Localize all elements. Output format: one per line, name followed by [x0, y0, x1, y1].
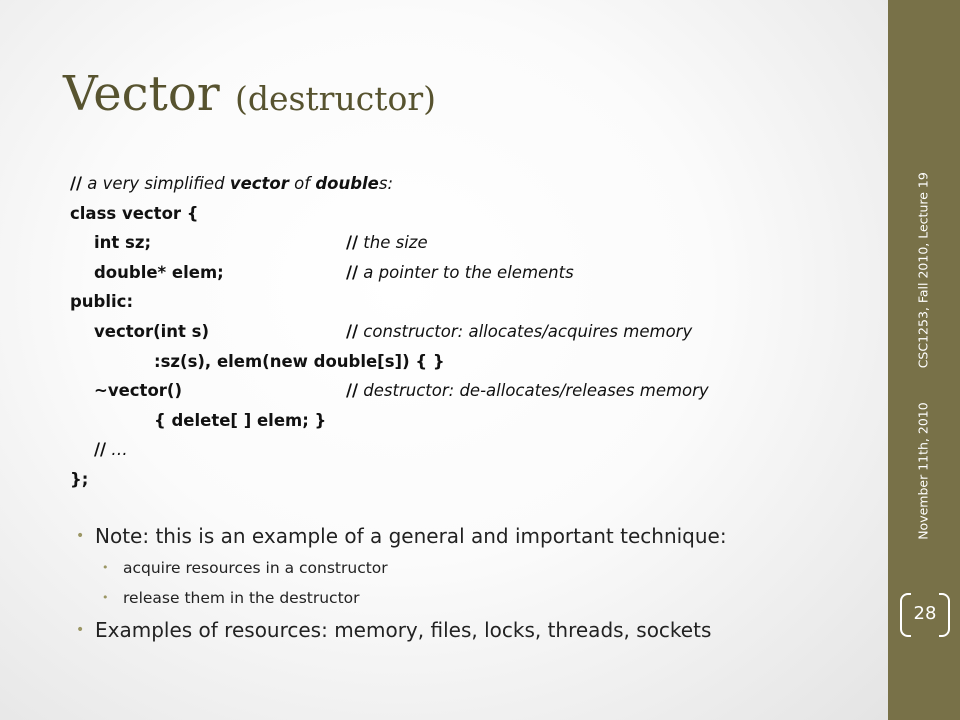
bracket-left-icon — [900, 593, 911, 637]
code-line-7 — [70, 347, 445, 377]
sub-bullet-acquire — [76, 553, 876, 583]
code-line-8 — [70, 376, 709, 406]
code-comment — [346, 376, 709, 406]
comment-slashes: // — [346, 321, 359, 341]
code-text: :sz(s), elem(new double[s]) { } — [154, 351, 445, 371]
slide-title — [63, 64, 436, 129]
comment-text: destructor: de-allocates/releases memory — [358, 381, 709, 401]
title-main: Vector — [63, 66, 220, 122]
bullet-dot-icon: • — [76, 622, 85, 638]
slide-date: November 11th, 2010 — [915, 402, 931, 540]
comment-keyword: double — [315, 174, 379, 193]
code-text: public: — [70, 292, 134, 312]
comment-keyword: vector — [229, 174, 289, 193]
code-line-11 — [70, 465, 445, 495]
code-text: vector(int s) — [94, 321, 210, 341]
comment-slashes: // — [94, 440, 107, 460]
page-number-badge — [900, 593, 950, 635]
code-line-10 — [70, 435, 445, 465]
code-comment — [346, 317, 692, 347]
code-text: class vector { — [70, 203, 199, 223]
bullet-text: Note: this is an example of a general and important technique: — [95, 524, 727, 548]
bullet-examples — [76, 613, 876, 647]
code-text: int sz; — [94, 233, 152, 253]
comment-slashes: // — [70, 174, 83, 193]
bullet-dot-icon: • — [102, 591, 109, 604]
title-subtitle: (destructor) — [234, 79, 436, 118]
course-info: CSC1253, Fall 2010, Lecture 19 — [915, 172, 931, 369]
code-line-5 — [70, 287, 445, 317]
code-line-4 — [70, 258, 574, 288]
bullet-dot-icon: • — [76, 528, 85, 544]
code-text: ~vector() — [94, 381, 182, 401]
bullet-text: acquire resources in a constructor — [123, 559, 388, 577]
code-line-1 — [70, 169, 445, 199]
bullet-text: release them in the destructor — [123, 589, 360, 607]
code-line-9 — [70, 406, 445, 436]
comment-text: of — [288, 174, 316, 193]
page-number: 28 — [913, 603, 937, 624]
comment-slashes: // — [346, 381, 359, 401]
code-text: { delete[ ] elem; } — [154, 410, 327, 430]
comment-text: a pointer to the elements — [358, 262, 574, 282]
comment-text: s: — [378, 174, 394, 193]
code-comment — [346, 228, 428, 258]
comment-text: a very simplified — [82, 174, 230, 193]
bullet-list — [76, 519, 876, 647]
comment-text: the size — [358, 233, 428, 253]
bullet-dot-icon: • — [102, 561, 109, 574]
code-line-2 — [70, 199, 445, 229]
sidebar-footer-text — [916, 172, 931, 540]
code-block — [70, 169, 709, 495]
code-comment — [346, 258, 574, 288]
bullet-note — [76, 519, 876, 553]
bracket-right-icon — [939, 593, 950, 637]
code-line-3 — [70, 228, 445, 258]
code-line-6 — [70, 317, 693, 347]
comment-slashes: // — [346, 262, 359, 282]
comment-text: constructor: allocates/acquires memory — [358, 321, 693, 341]
bullet-text: Examples of resources: memory, files, locks, threads, sockets — [95, 618, 712, 642]
code-text: double* elem; — [94, 262, 224, 282]
code-text: }; — [70, 469, 89, 489]
sub-bullet-release — [76, 583, 876, 613]
comment-text: … — [106, 440, 128, 460]
comment-slashes: // — [346, 233, 359, 253]
